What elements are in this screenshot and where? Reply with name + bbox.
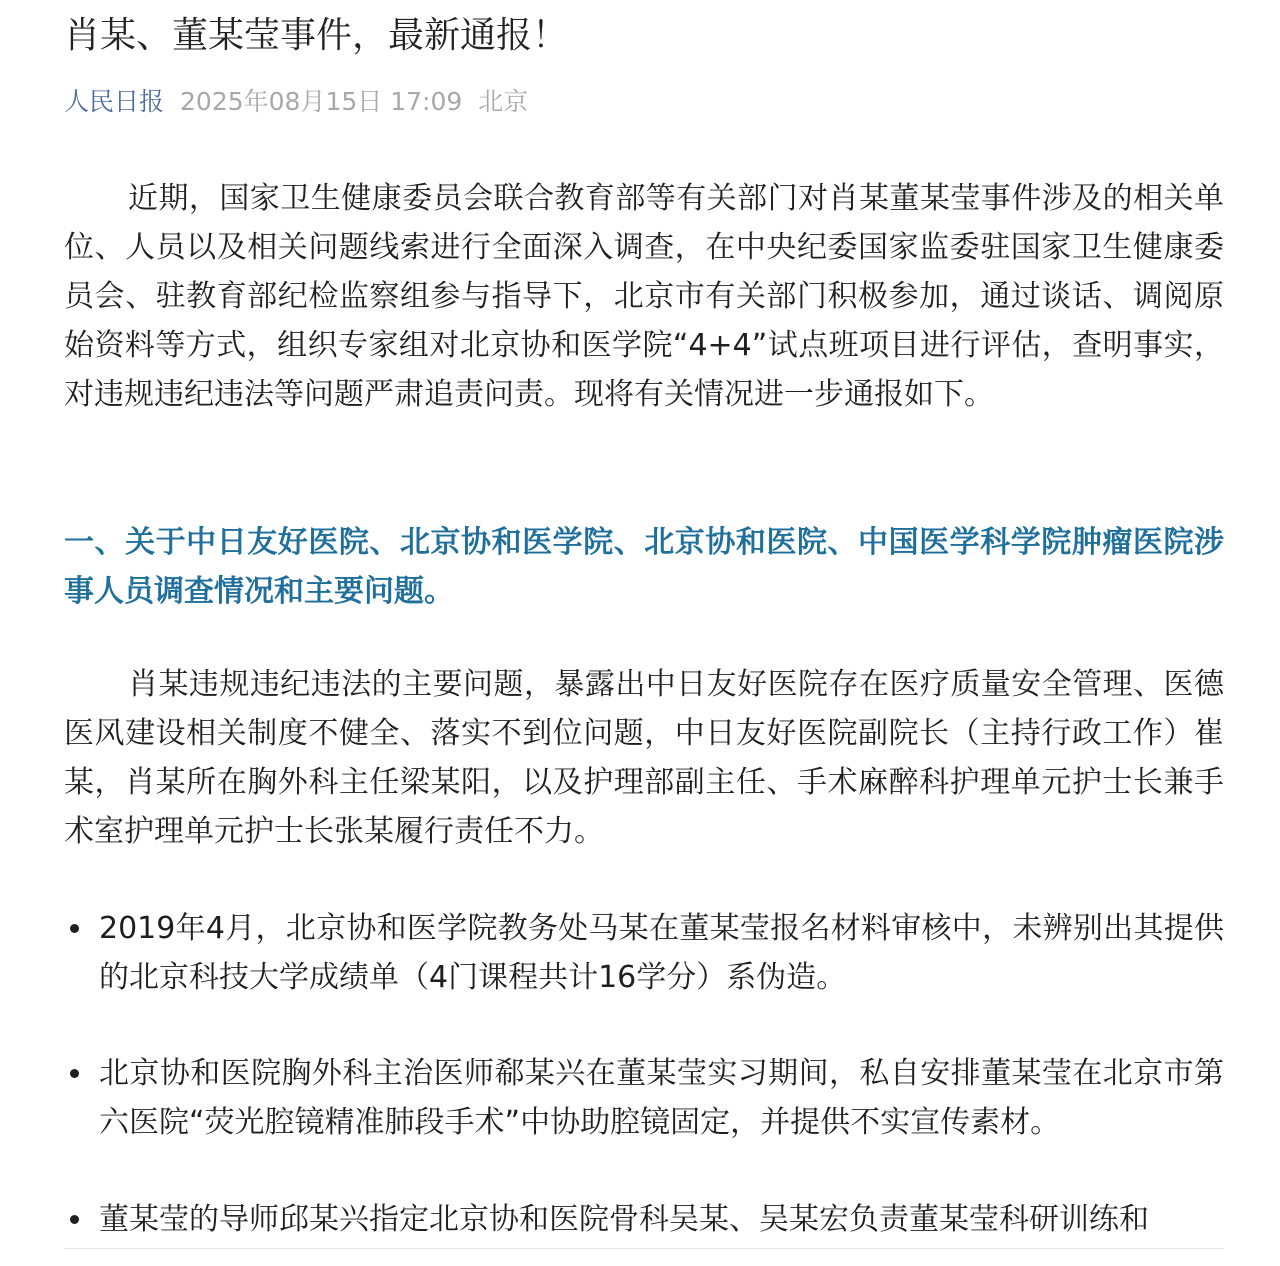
list-item [64, 1195, 1224, 1244]
bottom-divider [64, 1248, 1224, 1249]
bullet-dot-icon [70, 1069, 79, 1078]
publish-location: 北京 [478, 87, 529, 116]
article [64, 0, 1224, 1237]
list-item-text: 董某莹的导师邱某兴指定北京协和医院骨科吴某、吴某宏负责董某莹科研训练和 [99, 1202, 1149, 1237]
bullet-list [64, 904, 1224, 1002]
article-meta [64, 85, 1224, 119]
intro-paragraph: 近期，国家卫生健康委员会联合教育部等有关部门对肖某董某莹事件涉及的相关单位、人员以及相关问题线索进行全面深入调查，在中央纪委国家监委驻国家卫生健康委员会、驻教育部纪检监察组参与指导下，北京市有关部门积极参加，通过谈话、调阅原始资料等方式，组织专家组对北京协和医学院“4+4”试点班项目进行评估，查明事实，对违规违纪违法等问题严肃追责问责。现将有关情况进一步通报如下。 [64, 181, 1224, 412]
bullet-dot-icon [70, 1215, 79, 1224]
list-item-text: 北京协和医院胸外科主治医师郗某兴在董某莹实习期间，私自安排董某莹在北京市第六医院“荧光腔镜精准肺段手术”中协助腔镜固定，并提供不实宣传素材。 [99, 1056, 1224, 1140]
article-title: 肖某、董某莹事件，最新通报！ [64, 15, 569, 56]
bullet-list [64, 1049, 1224, 1147]
list-item [64, 904, 1224, 1002]
publish-time: 2025年08月15日 17:09 [180, 87, 463, 116]
source-link[interactable]: 人民日报 [64, 87, 165, 116]
section-heading: 一、关于中日友好医院、北京协和医学院、北京协和医院、中国医学科学院肿瘤医院涉事人员调查情况和主要问题。 [64, 525, 1224, 609]
list-item-text: 2019年4月，北京协和医学院教务处马某在董某莹报名材料审核中，未辨别出其提供的北京科技大学成绩单（4门课程共计16学分）系伪造。 [99, 911, 1224, 995]
bullet-dot-icon [70, 924, 79, 933]
bullet-list [64, 1195, 1224, 1244]
list-item [64, 1049, 1224, 1147]
detail-paragraph: 肖某违规违纪违法的主要问题，暴露出中日友好医院存在医疗质量安全管理、医德医风建设相关制度不健全、落实不到位问题，中日友好医院副院长（主持行政工作）崔某，肖某所在胸外科主任梁某阳，以及护理部副主任、手术麻醉科护理单元护士长兼手术室护理单元护士长张某履行责任不力。 [64, 667, 1224, 849]
